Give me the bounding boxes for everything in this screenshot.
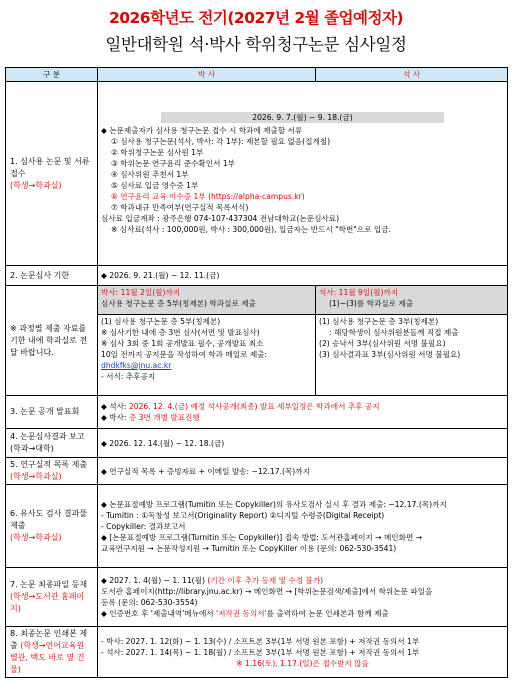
row-final-print <box>6 627 508 678</box>
content-review-deadline: ◆ 2026. 9. 21.(월) ~ 12. 11.(금) <box>98 266 508 286</box>
label-review-deadline: 2. 논문심사 기한 <box>6 266 98 286</box>
header-gubun: 구 분 <box>6 68 98 82</box>
row-result-report <box>6 429 508 458</box>
label-final-file: 7. 논문 최종파일 등재 (학생→도서관 홈페이지) <box>6 568 98 627</box>
label-submission: 1. 심사용 논문 및 서류 접수 (학생→학과실) <box>6 82 98 266</box>
row-final-file <box>6 568 508 627</box>
row-course-materials-top <box>6 286 508 315</box>
master-deadline: 석사: 11월 9일(월)까지 (1)~(3)를 학과실로 제출 <box>316 286 508 315</box>
header-row <box>6 68 508 82</box>
label-public-presentation: 3. 논문 공개 발표회 <box>6 396 98 429</box>
content-final-file: ◆ 2027. 1. 4(월) ~ 1. 11(월) (기간 이후 추가 등재 및 수정 불가) 도서관 홈페이지(http://library.jnu.ac.kr) → 메인화면 → [학위논문검색/제출]에서 학위논문 파일을 등록 (문의: 062-530-3554) ◆ 인증번호 후 '제출내역'메뉴에서 '저작권 동의서'를 출력하여 논문 인쇄본과 함께 제출 <box>98 568 508 627</box>
title-line-2: 일반대학원 석·박사 학위청구논문 심사일정 <box>105 35 407 54</box>
content-result-report: ◆ 2026. 12. 14.(월) ~ 12. 18.(금) <box>98 429 508 458</box>
label-final-print: 8. 최종논문 인쇄본 제출 (학생→언어교육원 별관, 백도 바로 옆 건물) <box>6 627 98 678</box>
content-submission: 2026. 9. 7.(월) ~ 9. 18.(금) ◆ 논문제출자가 심사용 청구논문 접수 시 학과에 제출할 서류 ① 심사용 청구논문(석사, 박사: 각 1부): 제본할 필요 없음(집게철) ② 학위청구논문 심사원 1부 ③ 학위논문 연구윤리 준수확인서 1부 ④ 심사위원 추천서 1부 ⑤ 심사료 입금 영수증 1부 ⑥ 연구윤리 교육 이수증 1부 (https://alpha-campus.kr) ⑦ 학과내규 만족여부(연구실적 목록서식) 심사료 입금계좌 : 광주은행 074-107-437304 전남대학교(논문심사료) ※ 심사료(석사 : 100,000원, 박사 : 300,000원), 입금자는 반드시 "학번"으로 입금. <box>98 82 508 266</box>
content-research-list: ◆ 연구실적 목록 + 증빙자료 + 이메일 발송: ~12.17.(목)까지 <box>98 458 508 485</box>
phd-materials: (1) 심사용 청구논문 층 5부(칭제본) ※ 심사기한 내에 층 3번 심사(서면 및 발표심사) ※ 심사 3회 중 1회 공개발표 필수, 공개발표 최소 10일 전까지 공지문을 작성하여 학과 메일로 제출: dhdkfks@jnu.ac.kr - 서식: 추후공지 <box>98 315 316 396</box>
header-phd: 박 사 <box>98 68 316 82</box>
content-similarity-check: ◆ 논문표절예방 프로그램(Tumitin 또는 Copykiller)의 유사도검사 실시 후 결과 제출: ~12.17.(목)까지 - Tumitin : ①독창성 보고서(Originality Report) ②디지털 수령증(Digital Receipt) - Copykiller: 결과보고서 ◆ [논문표절예방 프로그램(Turnitin 또는 Copykiller)] 접속 방법: 도서관홈페이지 → 메인화면 → 교육연구지원 → 논문작성지원 → Turnitin 또는 CopyKiller 이용 (문의: 062-530-3541) <box>98 485 508 568</box>
library-link[interactable]: 도서관 홈페이지(http://library.jnu.ac.kr) → 메인화면 → [학위논문검색/제출]에서 학위논문 파일을 <box>101 587 433 596</box>
header-master: 석 사 <box>316 68 508 82</box>
label-research-list: 5. 연구실적 목록 제출 (학생→학과실) <box>6 458 98 485</box>
phd-deadline: 박사: 11월 2일(월)까지 심사용 청구논문 층 5부(칭제본) 학과실로 제출 <box>98 286 316 315</box>
row-review-deadline <box>6 266 508 286</box>
label-similarity-check: 6. 유사도 검사 결과물 제출 (학생→학과실) <box>6 485 98 568</box>
label-course-materials: ※ 과정별 제출 자료를 기한 내에 학과실로 전달 바랍니다. <box>6 286 98 396</box>
content-public-presentation: ◆ 석사: 2026. 12. 4.(금) 예정 석사공개(최종) 발표 세부일정은 학과에서 추후 공지 ◆ 박사: 층 3번 개별 발표진행 <box>98 396 508 429</box>
master-materials: (1) 심사용 청구논문 층 3부(칭제본) : 해당학생이 심사위원분들께 직접 제출 (2) 승낙서 3부(심사위원 서명 불필요) (3) 심사결과표 3부(심사위원 서명 불필요) <box>316 315 508 396</box>
email-link[interactable]: dhdkfks@jnu.ac.kr <box>101 361 172 370</box>
row-similarity-check <box>6 485 508 568</box>
title-line-1: 2026학년도 전기(2027년 2월 졸업예정자) <box>108 9 404 27</box>
row-public-presentation <box>6 396 508 429</box>
label-result-report: 4. 논문심사결과 보고 (학과→대학) <box>6 429 98 458</box>
ethics-link[interactable]: ⑥ 연구윤리 교육 이수증 1부 (https://alpha-campus.kr) <box>111 192 305 201</box>
submission-date: 2026. 9. 7.(월) ~ 9. 18.(금) <box>161 112 444 123</box>
row-submission <box>6 82 508 266</box>
schedule-table <box>5 67 508 678</box>
content-final-print: - 박사: 2027. 1. 12(화) ~ 1. 13(수) / 소프트본 3부(1부 서명 원본 포함) + 저작권 동의서 1부 - 석사: 2027. 1. 14(목) ~ 1. 18(월) / 소프트본 3부(1부 서명 원본 포함) + 저작권 동의서 1부 ※ 1.16(토), 1.17.(일)은 접수받지 않음 <box>98 627 508 678</box>
row-research-list <box>6 458 508 485</box>
